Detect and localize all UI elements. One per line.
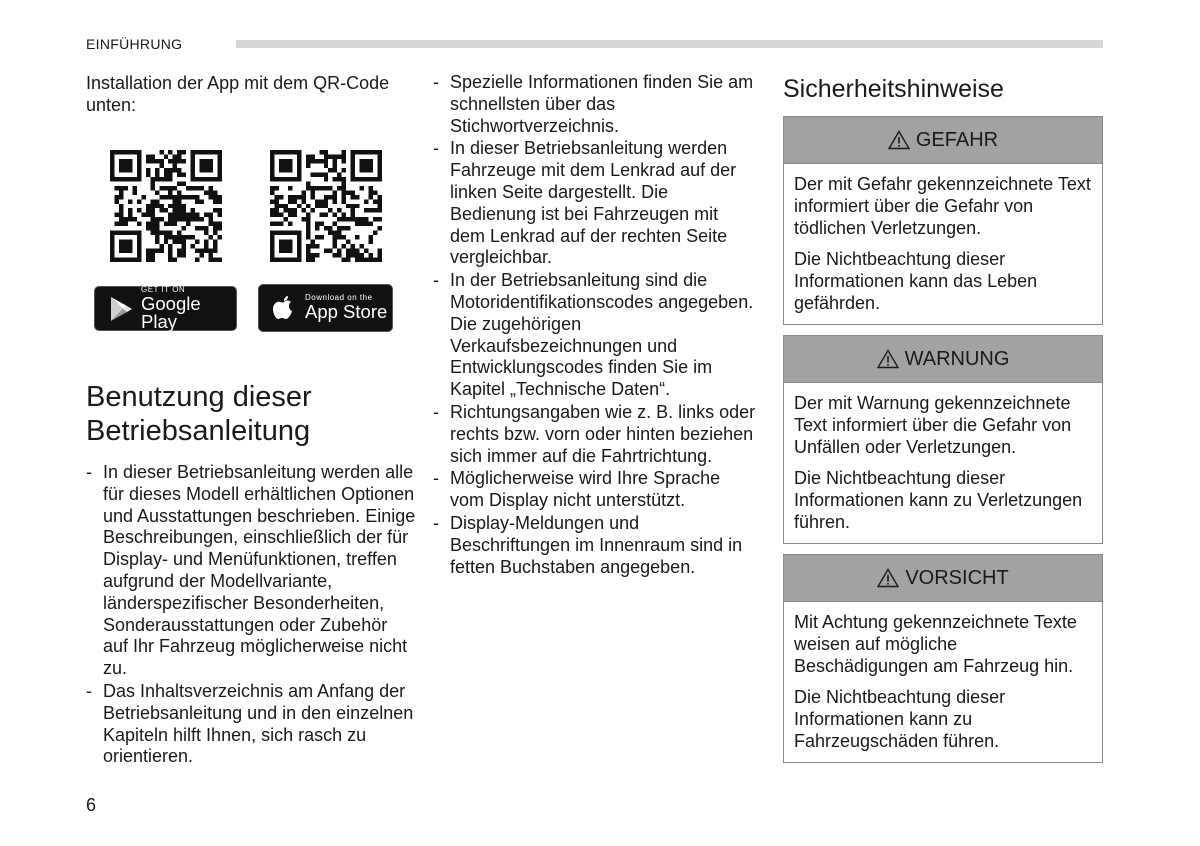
usage-list bbox=[86, 462, 416, 768]
notice-body bbox=[784, 383, 1102, 543]
list-item: - Display-Meldungen und Beschriftungen im Innenraum sind in fetten Buchstaben angegeben. bbox=[433, 513, 758, 578]
google-play-icon bbox=[105, 294, 135, 324]
safety-heading: Sicherheitshinweise bbox=[783, 75, 1004, 103]
warning-triangle-icon bbox=[877, 568, 899, 588]
notice-header bbox=[784, 117, 1102, 164]
page-number: 6 bbox=[86, 795, 97, 815]
apple-badge-small-text: Download on the bbox=[305, 293, 373, 303]
qr-code-icon[interactable] bbox=[110, 150, 222, 262]
list-item: - In dieser Betriebsanleitung werden alle für dieses Modell erhältlichen Optionen und Ausstattungen beschrieben. Einige Beschreibungen, einschließlich der für Display- und Menüfunktionen, treffen aufgrund der Modellvariante, länderspezifischer Besonderheiten, Sonderausstattungen oder Zubehör auf Ihr Fahrzeug möglicherweise nicht zu. bbox=[86, 462, 416, 680]
notice-text: Mit Achtung gekennzeichnete Texte weisen auf mögliche Beschädigungen am Fahrzeug hin. bbox=[794, 612, 1077, 676]
list-item: - Möglicherweise wird Ihre Sprache vom Display nicht unterstützt. bbox=[433, 468, 758, 512]
warning-triangle-icon bbox=[888, 130, 910, 150]
list-item: - Spezielle Informationen finden Sie am schnellsten über das Stichwortverzeichnis. bbox=[433, 72, 758, 137]
notice-text: Der mit Warnung gekennzeichnete Text informiert über die Gefahr von Unfällen oder Verletzungen. bbox=[794, 393, 1072, 457]
google-badge-small-text: GET IT ON bbox=[141, 284, 186, 294]
header-section-label: EINFÜHRUNG bbox=[86, 36, 183, 52]
apple-icon bbox=[269, 293, 299, 323]
notice-caution bbox=[783, 554, 1103, 763]
app-install-intro: Installation der App mit dem QR-Code unten: bbox=[86, 73, 390, 115]
notice-text: Die Nichtbeachtung dieser Informationen kann zu Fahrzeugschäden führen. bbox=[794, 687, 1006, 751]
qr-code-row bbox=[86, 150, 416, 262]
notice-danger bbox=[783, 116, 1103, 325]
header-rule bbox=[236, 40, 1103, 48]
info-list bbox=[433, 72, 758, 578]
notice-body bbox=[784, 164, 1102, 324]
notice-header bbox=[784, 336, 1102, 383]
notice-header bbox=[784, 555, 1102, 602]
notice-body bbox=[784, 602, 1102, 762]
google-play-badge[interactable] bbox=[94, 286, 237, 331]
google-badge-big-text: Google Play bbox=[141, 292, 201, 332]
notice-text: Der mit Gefahr gekennzeichnete Text informiert über die Gefahr von tödlichen Verletzungen. bbox=[794, 174, 1091, 238]
notice-text: Die Nichtbeachtung dieser Informationen kann zu Verletzungen führen. bbox=[794, 468, 1083, 532]
section-heading-usage: Benutzung dieser Betriebsanleitung bbox=[86, 381, 312, 447]
app-store-badge[interactable] bbox=[258, 284, 393, 332]
right-column bbox=[783, 72, 1103, 773]
notice-warning bbox=[783, 335, 1103, 544]
apple-badge-big-text: App Store bbox=[305, 301, 388, 323]
notice-text: Die Nichtbeachtung dieser Informationen kann das Leben gefährden. bbox=[794, 249, 1038, 313]
list-item: - In dieser Betriebsanleitung werden Fahrzeuge mit dem Lenkrad auf der linken Seite dargestellt. Die Bedienung ist bei Fahrzeugen mit dem Lenkrad auf der rechten Seite vergleichbar. bbox=[433, 138, 758, 269]
list-item: - Das Inhaltsverzeichnis am Anfang der Betriebsanleitung und in den einzelnen Kapiteln hilft Ihnen, sich rasch zu orientieren. bbox=[86, 681, 416, 768]
notice-title: WARNUNG bbox=[904, 347, 1010, 370]
notice-title: GEFAHR bbox=[915, 128, 999, 151]
middle-column bbox=[433, 72, 758, 579]
warning-triangle-icon bbox=[877, 349, 899, 369]
list-item: - Richtungsangaben wie z. B. links oder rechts bzw. vorn oder hinten beziehen sich immer auf die Fahrtrichtung. bbox=[433, 402, 758, 467]
qr-code-icon[interactable] bbox=[270, 150, 382, 262]
left-column bbox=[86, 72, 416, 769]
store-badge-row bbox=[86, 286, 416, 332]
notice-title: VORSICHT bbox=[905, 566, 1009, 589]
list-item: - In der Betriebsanleitung sind die Motoridentifikationscodes angegeben. Die zugehörigen Verkaufsbezeichnungen und Entwicklungscodes finden Sie im Kapitel „Technische Daten“. bbox=[433, 270, 758, 401]
